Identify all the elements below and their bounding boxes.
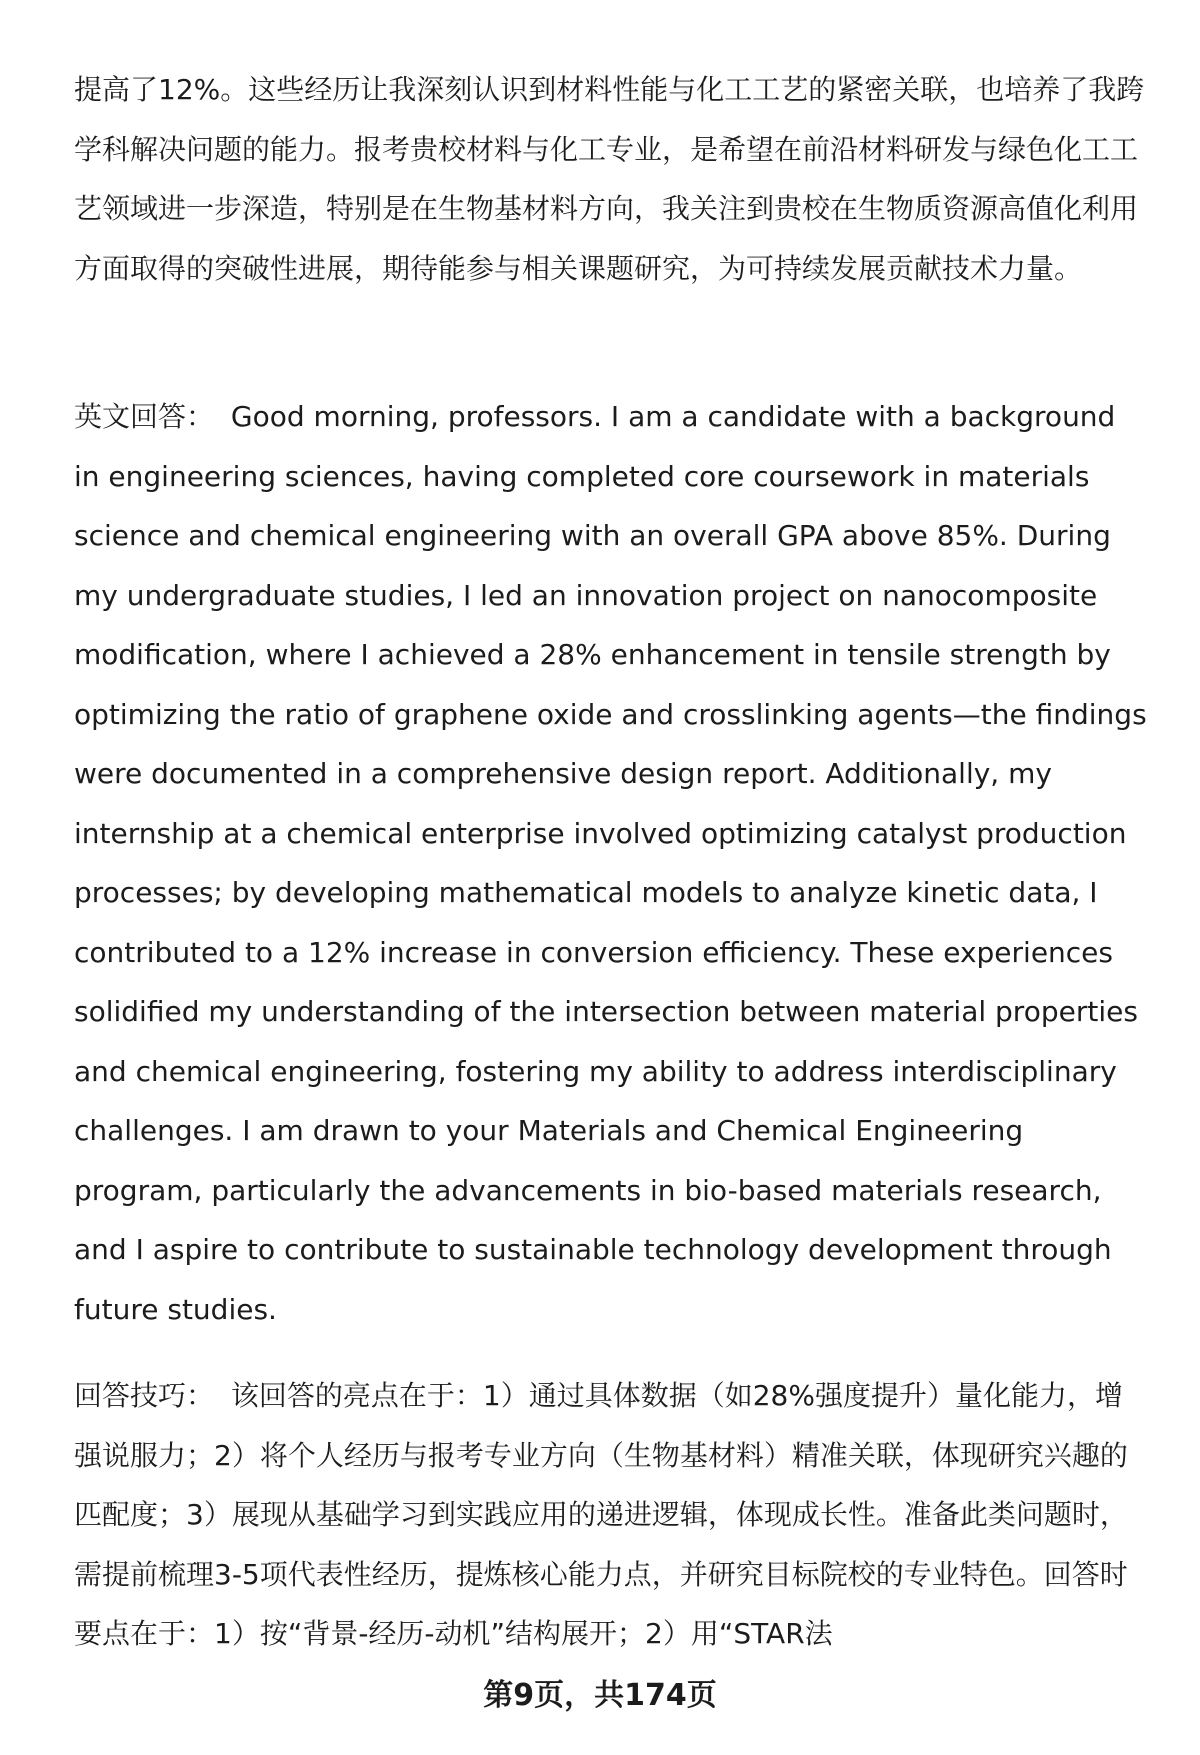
english-answer-text: Good morning, professors. I am a candidate with a background in engineering sciences, having completed core coursework in materials science and chemical engineering with an overall GPA above 85%. During my undergraduate studies, I led an innovation project on nanocomposite modification, where I achieved a 28% enhancement in tensile strength by optimizing the ratio of graphene oxide and crosslinking agents—the findings were documented in a comprehensive design report. Additionally, my internship at a chemical enterprise involved optimizing catalyst production processes; by developing mathematical models to analyze kinetic data, I contributed to a 12% increase in conversion efficiency. These experiences solidified my understanding of the intersection between material properties and chemical engineering, fostering my ability to address interdisciplinary challenges. I am drawn to your Materials and Chemical Engineering program, particularly the advancements in bio-based materials research, and I aspire to contribute to sustainable technology development through future studies. — [74, 400, 1147, 1326]
paragraph-answer-tips — [74, 1366, 1148, 1664]
answer-tips-text: 该回答的亮点在于：1）通过具体数据（如28%强度提升）量化能力，增强说服力；2）将个人经历与报考专业方向（生物基材料）精准关联，体现研究兴趣的匹配度；3）展现从基础学习到实践应用的递进逻辑，体现成长性。准备此类问题时，需提前梳理3-5项代表性经历，提炼核心能力点，并研究目标院校的专业特色。回答时要点在于：1）按“背景-经历-动机”结构展开；2）用“STAR法 — [74, 1379, 1128, 1650]
paragraph-text: 提高了12%。这些经历让我深刻认识到材料性能与化工工艺的紧密关联，也培养了我跨学科解决问题的能力。报考贵校材料与化工专业，是希望在前沿材料研发与绿色化工工艺领域进一步深造，特别是在生物基材料方向，我关注到贵校在生物质资源高值化利用方面取得的突破性进展，期待能参与相关课题研究，为可持续发展贡献技术力量。 — [74, 73, 1145, 285]
paragraph-chinese-continuation — [74, 60, 1148, 298]
paragraph-english-answer — [74, 387, 1148, 1339]
page-number-footer: 第9页，共174页 — [483, 1678, 717, 1713]
answer-tips-label: 回答技巧： — [74, 1379, 215, 1412]
english-answer-label: 英文回答： — [74, 400, 215, 433]
